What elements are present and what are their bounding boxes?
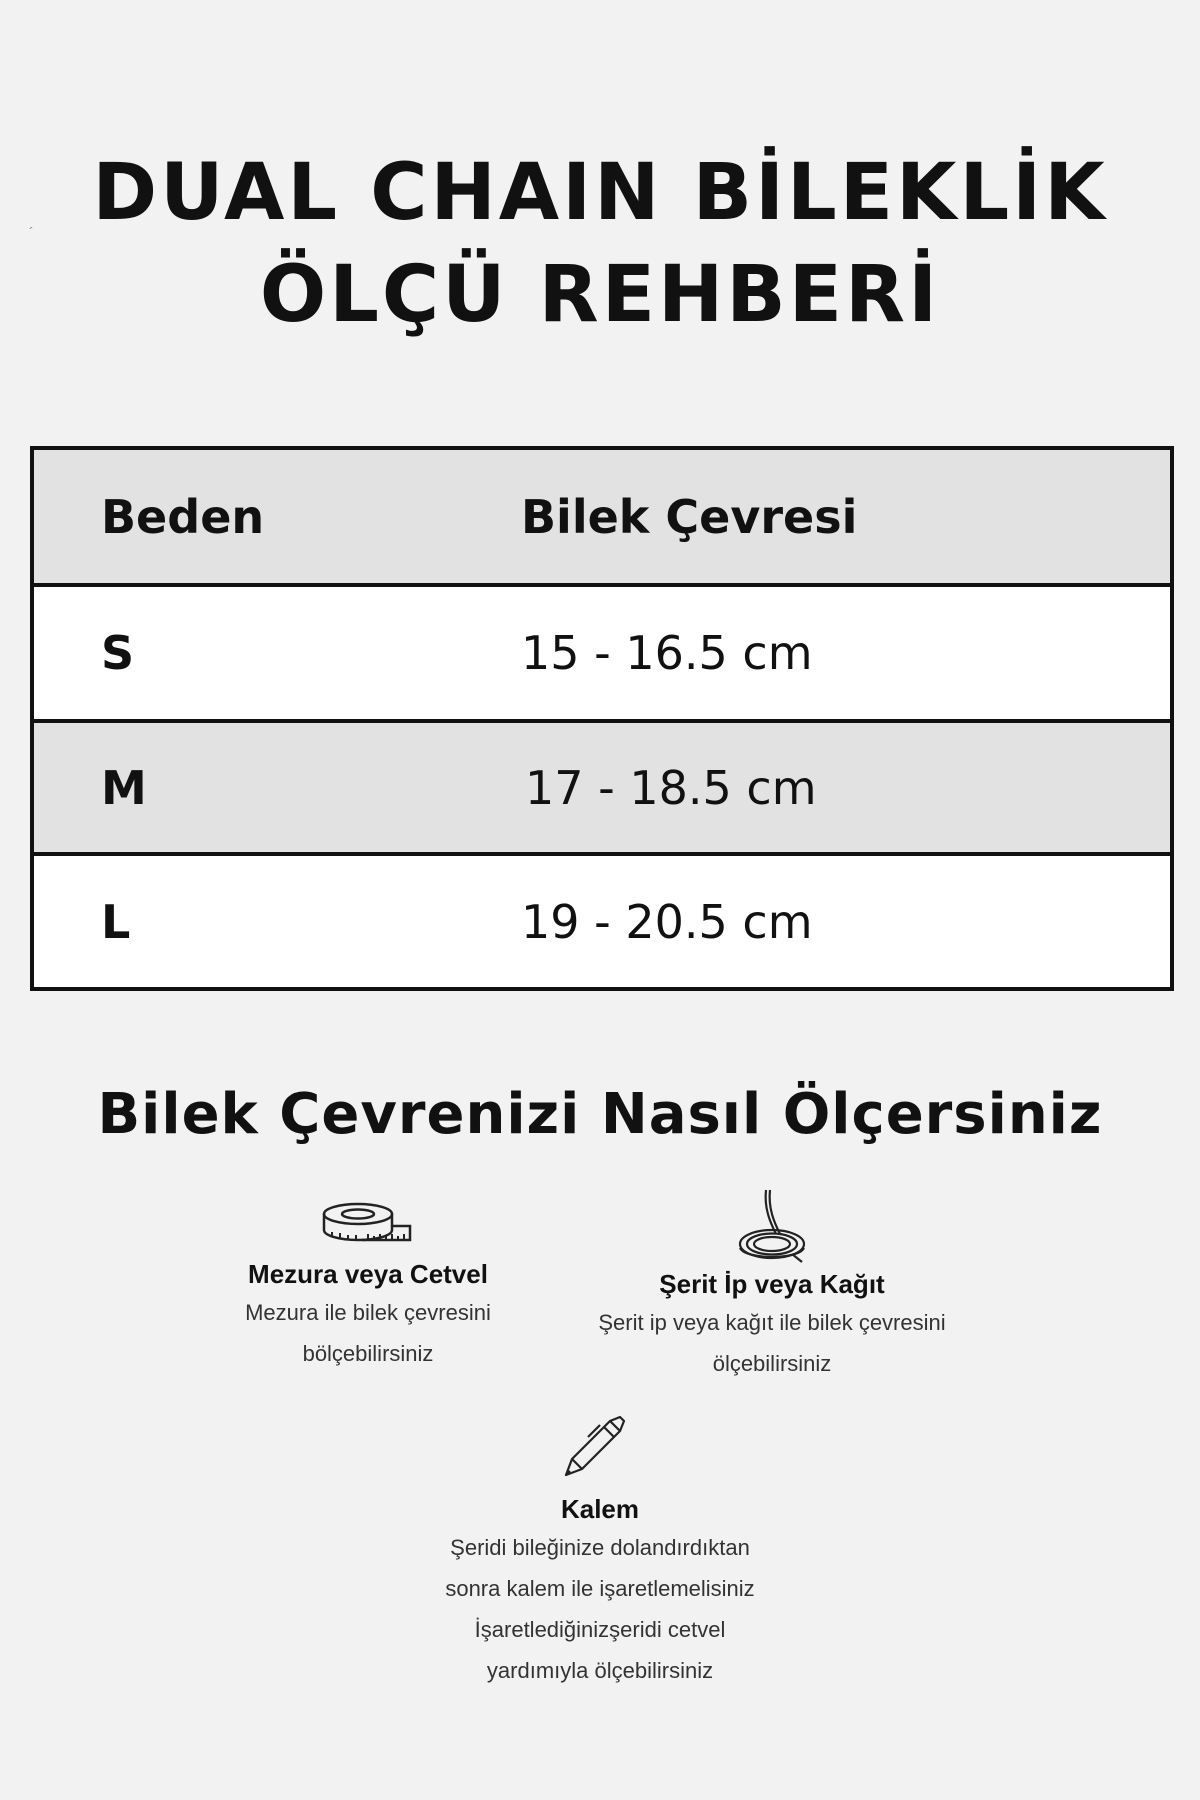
header-size: Beden xyxy=(101,489,265,544)
tool-desc-line: ölçebilirsiniz xyxy=(712,1351,832,1376)
tool-name: Mezura veya Cetvel xyxy=(248,1259,488,1289)
wrist-cell: 15 - 16.5 cm xyxy=(521,626,813,680)
tool-desc-line: Şerit ip veya kağıt ile bilek çevresini xyxy=(598,1310,946,1335)
size-cell: L xyxy=(101,894,131,949)
tool-tape-measure xyxy=(210,1200,526,1374)
table-row xyxy=(34,723,1170,856)
pen-icon xyxy=(560,1415,626,1481)
page-title-line-2: ÖLÇÜ REHBERİ xyxy=(259,250,941,340)
tool-name: Şerit İp veya Kağıt xyxy=(659,1269,885,1299)
string-coil-icon xyxy=(736,1188,808,1266)
tool-desc-line: sonra kalem ile işaretlemelisiniz xyxy=(445,1576,755,1601)
page-title-line-1: DUAL CHAIN BİLEKLİK xyxy=(92,148,1108,238)
tape-measure-icon xyxy=(322,1200,414,1250)
tool-name: Kalem xyxy=(560,1494,640,1524)
table-header-row xyxy=(34,450,1170,587)
tool-desc-line: Şeridi bileğinize dolandırdıktan xyxy=(450,1535,750,1560)
table-row xyxy=(34,587,1170,723)
wrist-cell: 17 - 18.5 cm xyxy=(525,760,817,815)
size-cell: S xyxy=(101,626,135,680)
tool-desc-line: yardımıyla ölçebilirsiniz xyxy=(486,1658,714,1683)
tool-desc-line: Mezura ile bilek çevresini xyxy=(245,1300,491,1325)
stray-mark: ´ xyxy=(29,224,34,240)
wrist-cell: 19 - 20.5 cm xyxy=(521,894,813,949)
tool-desc-line: İşaretlediğinizşeridi cetvel xyxy=(474,1617,726,1642)
table-row xyxy=(34,856,1170,987)
size-table xyxy=(30,446,1174,991)
tool-desc-line: bölçebilirsiniz xyxy=(302,1341,434,1366)
tool-string xyxy=(570,1188,974,1384)
size-cell: M xyxy=(101,760,147,815)
how-to-title: Bilek Çevrenizi Nasıl Ölçersiniz xyxy=(97,1082,1103,1147)
tool-pen xyxy=(410,1415,790,1691)
header-wrist: Bilek Çevresi xyxy=(521,489,858,544)
